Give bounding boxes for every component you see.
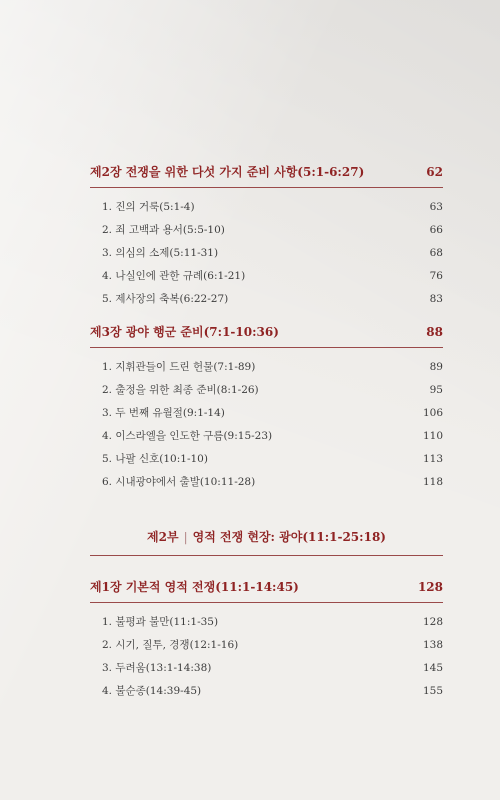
entry-label: 1. 진의 거룩(5:1-4) (102, 201, 195, 213)
toc-entry[interactable] (90, 634, 443, 657)
entry-label: 1. 불평과 불만(11:1-35) (102, 616, 219, 628)
toc-entry[interactable] (90, 611, 443, 634)
entry-label: 2. 출정을 위한 최종 준비(8:1-26) (102, 384, 259, 396)
toc-entry[interactable] (90, 288, 443, 311)
part-heading[interactable] (90, 528, 443, 556)
toc-entry[interactable] (90, 680, 443, 703)
entry-page: 128 (422, 616, 443, 628)
chapter-page: 88 (426, 325, 443, 339)
toc-entry[interactable] (90, 657, 443, 680)
chapter-section-2 (90, 163, 443, 311)
entry-page: 95 (429, 384, 443, 396)
toc-entry[interactable] (90, 196, 443, 219)
entry-page: 66 (429, 224, 443, 236)
entry-page: 89 (429, 361, 443, 373)
entry-label: 1. 지휘관들이 드린 헌물(7:1-89) (102, 361, 256, 373)
toc-entry[interactable] (90, 356, 443, 379)
entry-label: 4. 나실인에 관한 규례(6:1-21) (102, 270, 246, 282)
toc-entry[interactable] (90, 448, 443, 471)
toc-entry[interactable] (90, 219, 443, 242)
entry-page: 106 (422, 407, 443, 419)
entry-label: 2. 죄 고백과 용서(5:5-10) (102, 224, 225, 236)
entry-page: 155 (422, 685, 443, 697)
toc-entry[interactable] (90, 425, 443, 448)
chapter-heading[interactable] (90, 323, 443, 348)
chapter-page: 62 (426, 165, 443, 179)
entry-label: 5. 제사장의 축복(6:22-27) (102, 293, 229, 305)
chapter-title: 제2장 전쟁을 위한 다섯 가지 준비 사항(5:1-6:27) (90, 165, 365, 179)
chapter-section-3 (90, 323, 443, 494)
entry-label: 3. 두 번째 유월절(9:1-14) (102, 407, 225, 419)
toc-entry[interactable] (90, 265, 443, 288)
chapter-title: 제3장 광야 행군 준비(7:1-10:36) (90, 325, 279, 339)
chapter-heading[interactable] (90, 163, 443, 188)
entry-label: 4. 불순종(14:39-45) (102, 685, 202, 697)
entry-page: 63 (429, 201, 443, 213)
chapter-title: 제1장 기본적 영적 전쟁(11:1-14:45) (90, 580, 299, 594)
entry-label: 5. 나팔 신호(10:1-10) (102, 453, 208, 465)
entry-page: 145 (422, 662, 443, 674)
entry-label: 6. 시내광야에서 출발(10:11-28) (102, 476, 256, 488)
entry-label: 3. 두려움(13:1-14:38) (102, 662, 212, 674)
toc-entry[interactable] (90, 379, 443, 402)
part-separator: | (183, 530, 188, 544)
entry-label: 3. 의심의 소제(5:11-31) (102, 247, 219, 259)
entry-page: 83 (429, 293, 443, 305)
entry-page: 76 (429, 270, 443, 282)
entry-page: 68 (429, 247, 443, 259)
toc-entry[interactable] (90, 471, 443, 494)
entry-label: 2. 시기, 질투, 경쟁(12:1-16) (102, 639, 239, 651)
chapter-page: 128 (417, 580, 443, 594)
entry-page: 118 (422, 476, 443, 488)
toc-entry[interactable] (90, 242, 443, 265)
entry-page: 138 (422, 639, 443, 651)
chapter-section-1 (90, 578, 443, 703)
toc-entry[interactable] (90, 402, 443, 425)
part-number: 제2부 (147, 530, 179, 544)
chapter-heading[interactable] (90, 578, 443, 603)
part-title: 영적 전쟁 현장: 광야(11:1-25:18) (192, 530, 386, 544)
entry-page: 113 (422, 453, 443, 465)
entry-label: 4. 이스라엘을 인도한 구름(9:15-23) (102, 430, 273, 442)
entry-page: 110 (422, 430, 443, 442)
